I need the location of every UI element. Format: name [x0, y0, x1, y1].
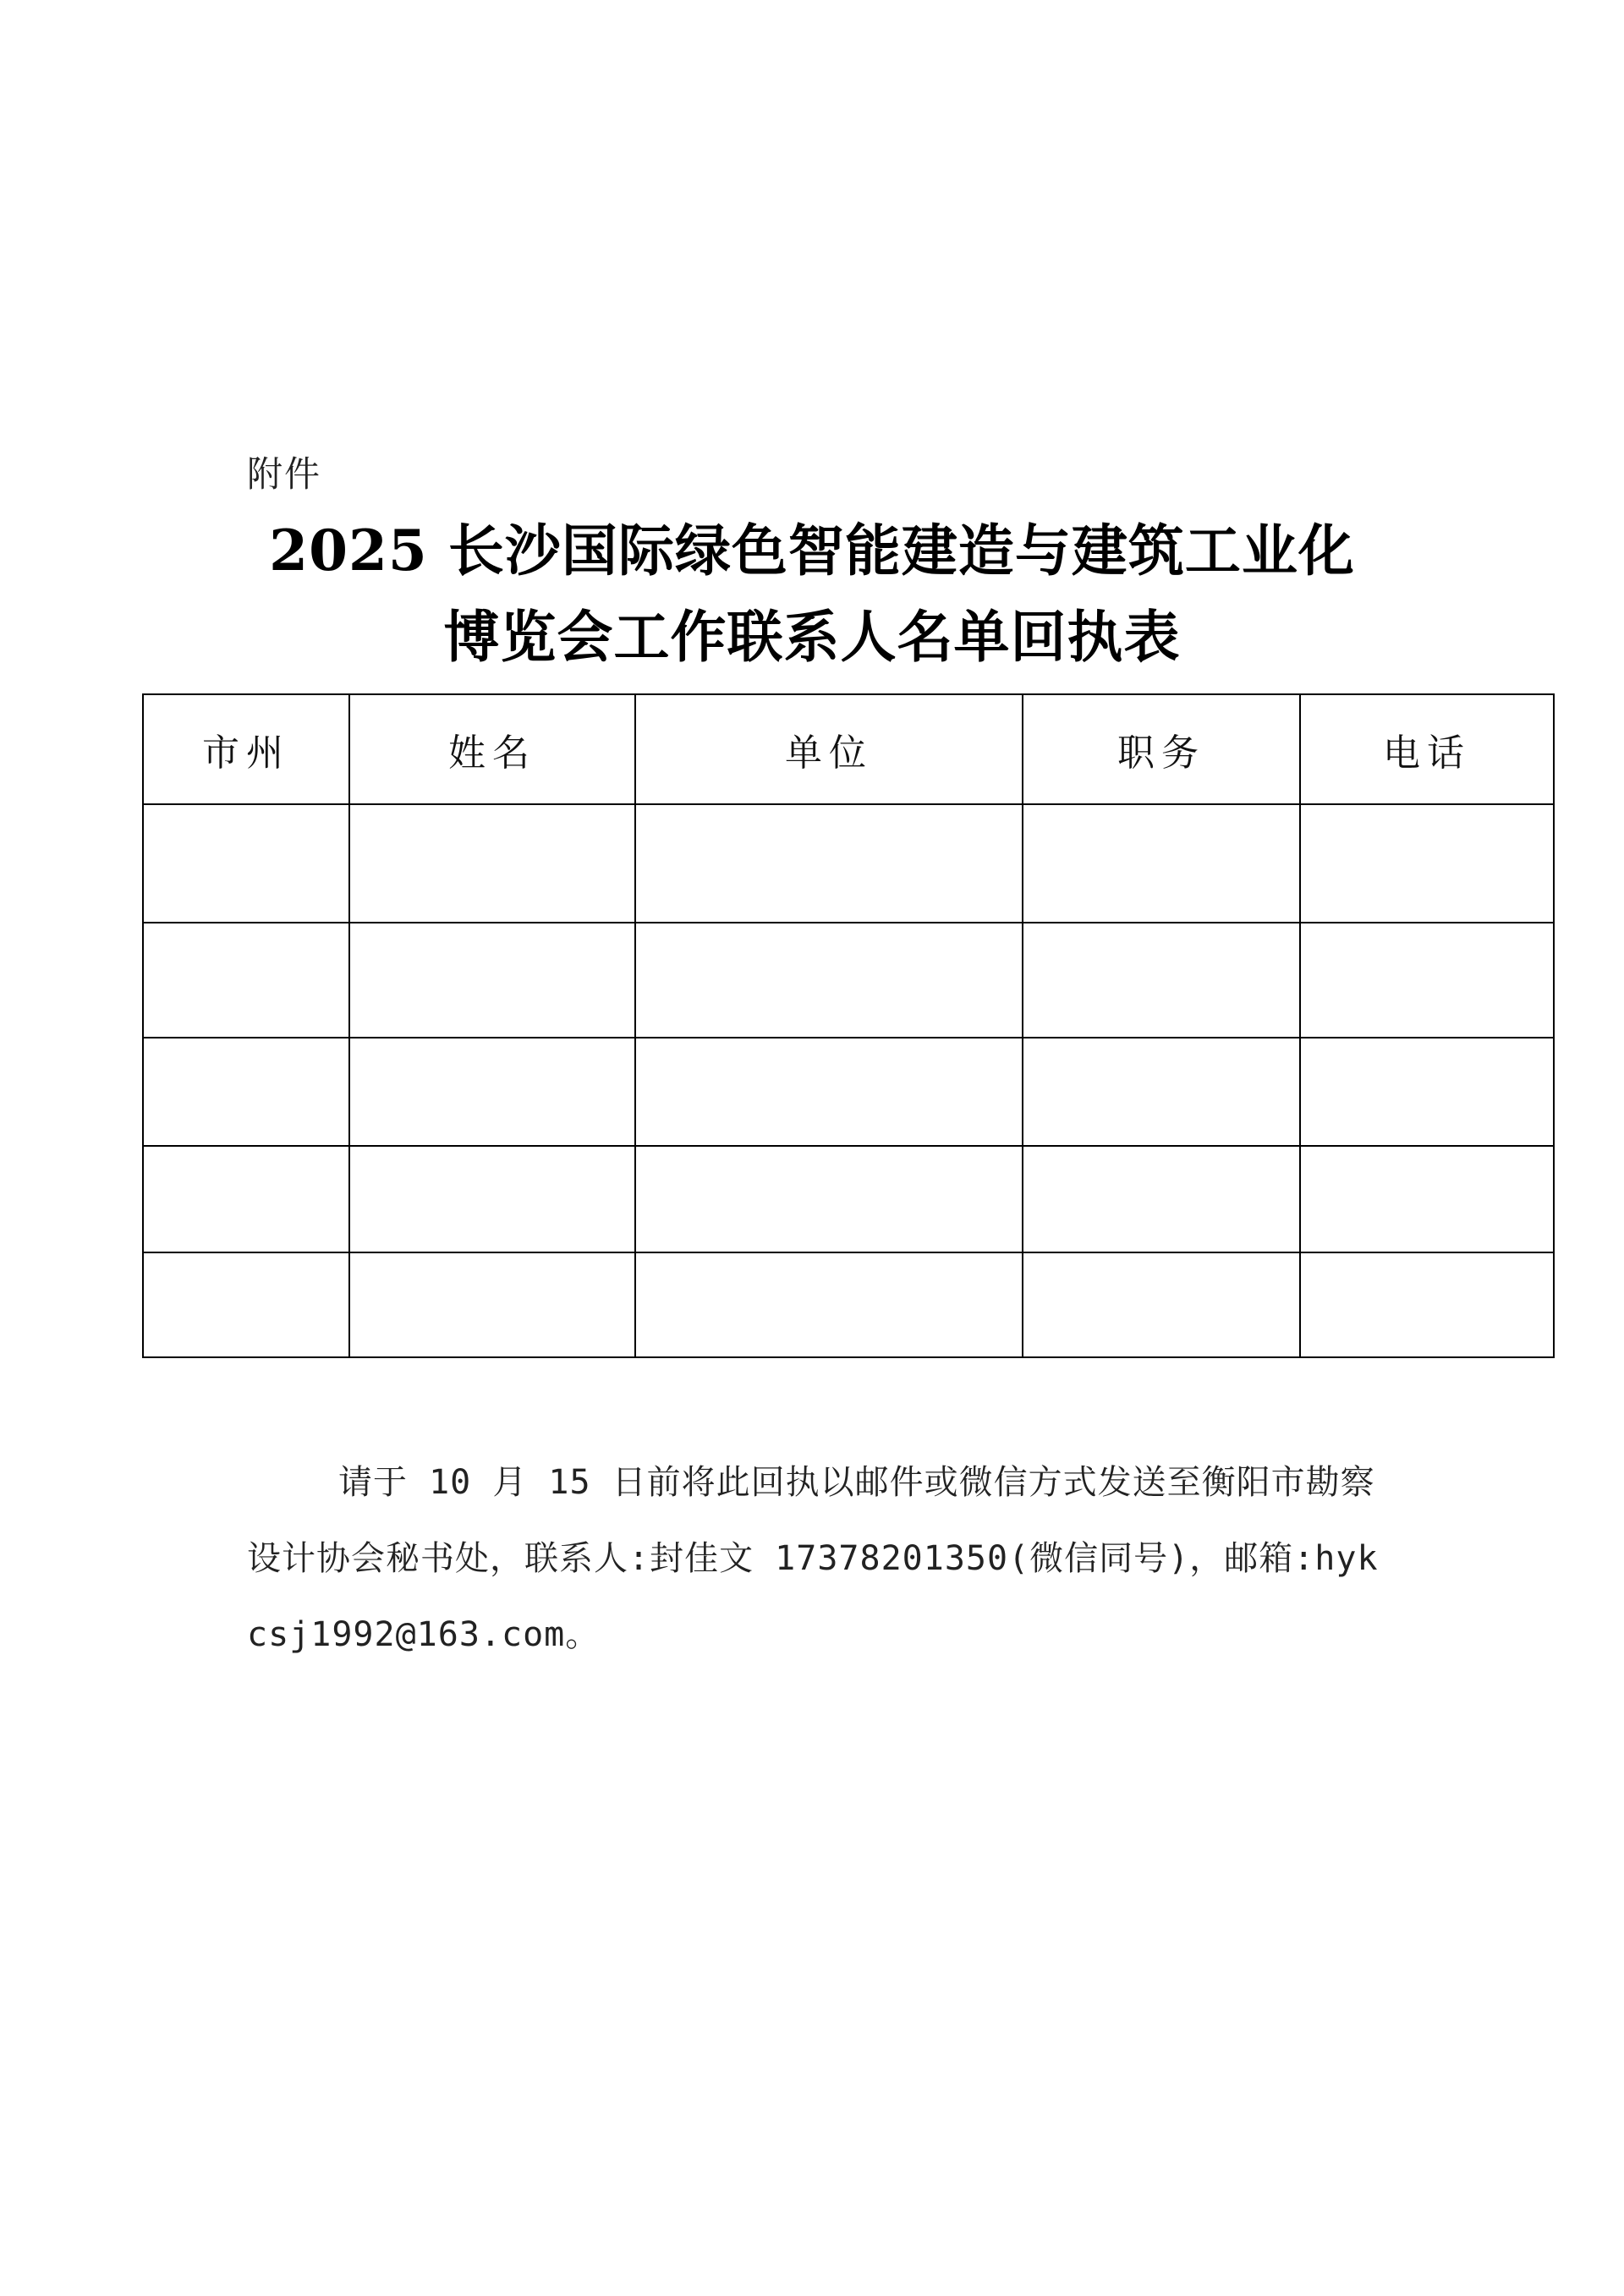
table-header-row: [143, 694, 1554, 804]
table-row: [143, 804, 1554, 923]
city-cell[interactable]: [143, 923, 349, 1038]
city-cell[interactable]: [143, 804, 349, 923]
phone-cell[interactable]: [1300, 1038, 1554, 1146]
position-cell[interactable]: [1023, 804, 1300, 923]
city-cell[interactable]: [143, 1146, 349, 1252]
phone-cell[interactable]: [1300, 1146, 1554, 1252]
table-row: [143, 1252, 1554, 1357]
organization-cell[interactable]: [635, 1146, 1023, 1252]
organization-cell[interactable]: [635, 804, 1023, 923]
position-cell[interactable]: [1023, 923, 1300, 1038]
phone-cell[interactable]: [1300, 923, 1554, 1038]
name-cell[interactable]: [349, 1038, 635, 1146]
attachment-label: 附件: [247, 453, 322, 495]
phone-cell[interactable]: [1300, 1252, 1554, 1357]
organization-cell[interactable]: [635, 1038, 1023, 1146]
header-organization: 单位: [635, 694, 1023, 804]
header-city: 市州: [143, 694, 349, 804]
city-cell[interactable]: [143, 1038, 349, 1146]
name-cell[interactable]: [349, 1146, 635, 1252]
position-cell[interactable]: [1023, 1146, 1300, 1252]
page-title-line-2: 博览会工作联系人名单回执表: [443, 604, 1181, 670]
table-row: [143, 1038, 1554, 1146]
header-phone: 电话: [1300, 694, 1554, 804]
position-cell[interactable]: [1023, 1038, 1300, 1146]
submission-note: 请于 10 月 15 日前将此回执以邮件或微信方式发送至衡阳市勘察设计协会秘书处，联系人:封佳文 17378201350(微信同号)，邮箱:hykcsj1992@163.com。: [247, 1463, 1379, 1654]
organization-cell[interactable]: [635, 923, 1023, 1038]
position-cell[interactable]: [1023, 1252, 1300, 1357]
name-cell[interactable]: [349, 923, 635, 1038]
table-row: [143, 923, 1554, 1038]
organization-cell[interactable]: [635, 1252, 1023, 1357]
name-cell[interactable]: [349, 1252, 635, 1357]
header-name: 姓名: [349, 694, 635, 804]
city-cell[interactable]: [143, 1252, 349, 1357]
header-position: 职务: [1023, 694, 1300, 804]
page-title-line-1: 2025 长沙国际绿色智能建造与建筑工业化: [269, 518, 1355, 584]
contact-roster-table: [142, 693, 1555, 1358]
name-cell[interactable]: [349, 804, 635, 923]
table-row: [143, 1146, 1554, 1252]
phone-cell[interactable]: [1300, 804, 1554, 923]
